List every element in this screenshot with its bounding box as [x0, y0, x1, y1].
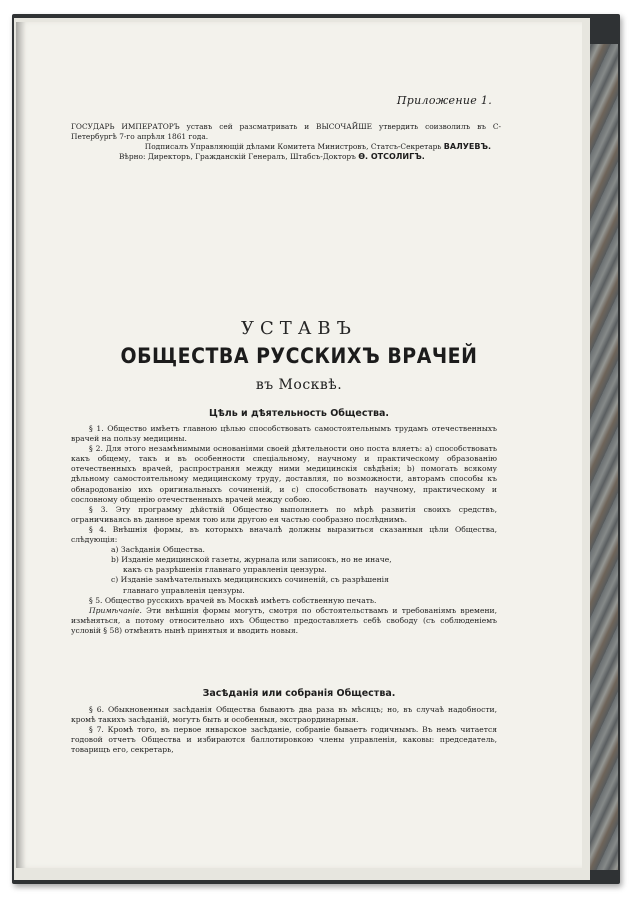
page-gutter-shadow — [16, 22, 26, 868]
paragraph-3: § 3. Эту программу дѣйствій Общество выполняетъ по мѣрѣ развитія своихъ средствъ, ограничиваясь въ данное время тою или другою ея частью сообразно послѣднимъ. — [71, 504, 497, 524]
decree-line-3-name: Ѳ. ОТСОЛИГЪ. — [358, 152, 425, 161]
paragraph-1: § 1. Общество имѣетъ главною цѣлью способствовать самостоятельнымъ трудамъ отечественныхъ врачей на пользу медицины. — [71, 424, 497, 444]
list-item-b: b) Изданіе медицинской газеты, журнала или записокъ, но не иначе, — [111, 555, 392, 565]
note-text: Эти внѣшнія формы могутъ, смотря по обстоятельствамъ и требованіямъ времени, измѣняться, а потому относительно ихъ Общество предоставляетъ себѣ свободу (съ соблюденіемъ условій § 58) отмѣнять нынѣ принятыя и вводить новыя. — [71, 605, 497, 635]
decree-line-1: ГОСУДАРЬ ИМПЕРАТОРЪ уставъ сей разсматривать и ВЫСОЧАЙШЕ утвердить соизволилъ въ С-Петербургѣ 7-го апрѣля 1861 года. — [71, 122, 501, 141]
paragraph-2: § 2. Для этого незамѣнимыми основаніями своей дѣятельности оно поста вляетъ: a) способствовать какъ общему, такъ и въ особенности спеціальному, научному и практическому образованію отечественныхъ врачей, распространяя между ними медицинскія свѣдѣнія; b) помогать всякому дѣльному самостоятельному медицинскому труду, доставляя, по возможности, авторамъ способы къ обнародованію ихъ оригинальныхъ сочиненій, и c) способствовать научному, практическому и сословному общенію отечественныхъ врачей между собою. — [71, 444, 497, 504]
section-heading-meetings: Засѣданія или собранія Общества. — [202, 688, 396, 699]
decree-signature-2 — [71, 152, 501, 162]
note-paragraph — [71, 606, 497, 636]
list-item-b-cont: какъ съ разрѣшенія главнаго управленія цензуры. — [123, 565, 327, 575]
decree-line-2-name: ВАЛУЕВЪ. — [443, 142, 491, 151]
section-goals-body — [71, 424, 497, 636]
imperial-decree — [71, 122, 501, 162]
document-page — [16, 22, 582, 868]
paragraph-7: § 7. Кромѣ того, въ первое январское засѣданіе, собраніе бываетъ годичнымъ. Въ немъ читается годовой отчетъ Общества и избираются баллотировкою члены управленія, каковы: председатель, товарищъ его, секретарь, — [71, 725, 497, 755]
paragraph-5: § 5. Общество русскихъ врачей въ Москвѣ имѣетъ собственную печать. — [89, 595, 377, 605]
list-item-a: a) Засѣданія Общества. — [111, 545, 205, 555]
paragraph-6: § 6. Обыкновенныя засѣданія Общества бываютъ два раза въ мѣсяцъ; но, въ случаѣ надобности, кромѣ такихъ засѣданій, могутъ быть и особенныя, экстраординарныя. — [71, 705, 497, 725]
list-item-c: c) Изданіе замѣчательныхъ медицинскихъ сочиненій, съ разрѣшенія — [111, 575, 389, 585]
paragraph-4: § 4. Внѣшнія формы, въ которыхъ вначалѣ должны выразиться сказанныя цѣли Общества, слѣдующія: — [71, 524, 497, 545]
title-line-1: УСТАВЪ — [241, 318, 357, 339]
section-meetings-body — [71, 705, 497, 755]
title-line-2: ОБЩЕСТВА РУССКИХЪ ВРАЧЕЙ — [120, 344, 478, 368]
title-line-3: въ Москвѣ. — [255, 377, 343, 393]
decree-line-2-text: Подписалъ Управляющій дѣлами Комитета Министровъ, Статсъ-Секретарь — [144, 142, 442, 151]
decree-signature-1 — [71, 142, 501, 152]
appendix-label: Приложение 1. — [396, 94, 492, 107]
forms-list — [71, 545, 497, 595]
decree-line-3-text: Вѣрно: Директоръ, Гражданскій Генералъ, Штабсъ-Докторъ — [119, 152, 356, 161]
section-heading-goals: Цѣль и дѣятельность Общества. — [208, 408, 390, 419]
list-item-c-cont: главнаго управленія цензуры. — [123, 585, 245, 595]
note-label: Примѣчаніе. — [89, 605, 142, 615]
